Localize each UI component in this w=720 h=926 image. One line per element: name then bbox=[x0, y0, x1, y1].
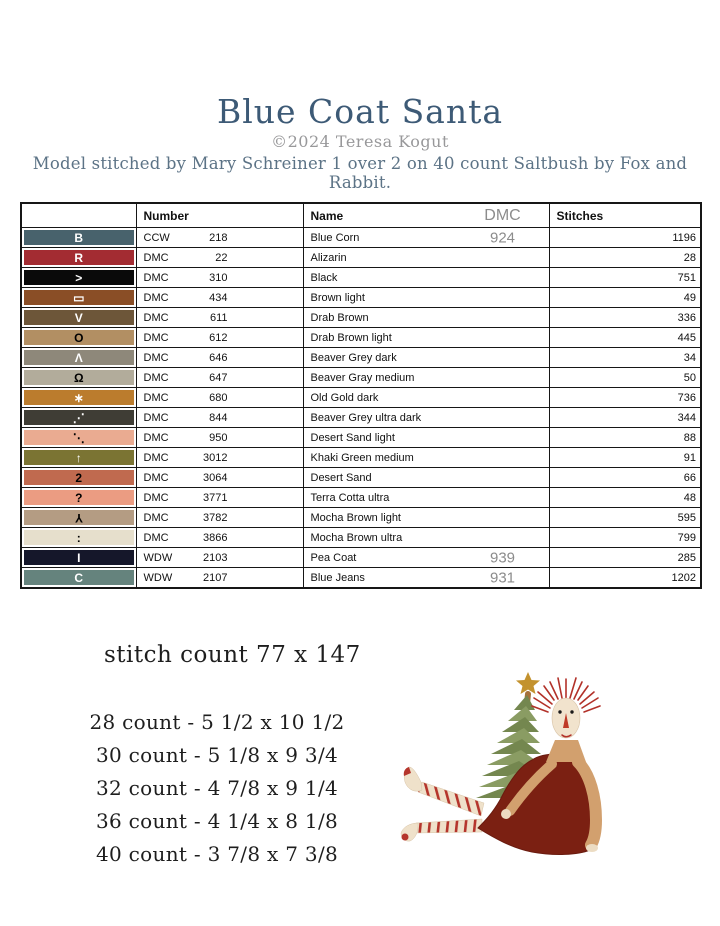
color-swatch bbox=[24, 510, 134, 525]
table-header-row bbox=[21, 203, 701, 228]
table-row bbox=[21, 408, 701, 428]
size-line: 40 count - 3 7/8 x 7 3/8 bbox=[95, 842, 339, 866]
stitch-total: 88 bbox=[549, 428, 701, 448]
stitch-total: 336 bbox=[549, 308, 701, 328]
thread-code: 3771 bbox=[203, 491, 228, 504]
thread-code: 3782 bbox=[203, 511, 228, 524]
size-line: 36 count - 4 1/4 x 8 1/8 bbox=[95, 809, 339, 833]
stitches-column-header: Stitches bbox=[549, 203, 701, 228]
thread-brand: DMC bbox=[143, 331, 169, 344]
stitch-total: 445 bbox=[549, 328, 701, 348]
color-swatch bbox=[24, 290, 134, 305]
stitch-symbol: ⋰ bbox=[72, 410, 85, 425]
thread-brand: DMC bbox=[143, 531, 169, 544]
color-name: Old Gold dark bbox=[310, 391, 379, 404]
name-header-label: Name bbox=[310, 208, 344, 223]
stitch-total: 50 bbox=[549, 368, 701, 388]
dmc-conversion: 924 bbox=[489, 229, 516, 246]
striped-stockings bbox=[401, 767, 484, 841]
stitch-symbol: ↑ bbox=[75, 450, 82, 465]
color-swatch bbox=[24, 370, 134, 385]
color-swatch bbox=[24, 310, 134, 325]
stitch-symbol: O bbox=[74, 330, 84, 345]
stitch-symbol: Λ bbox=[74, 350, 83, 365]
color-name: Desert Sand light bbox=[310, 431, 395, 444]
table-row bbox=[21, 388, 701, 408]
table-row bbox=[21, 468, 701, 488]
table-row bbox=[21, 308, 701, 328]
red-robe bbox=[478, 754, 592, 854]
stitch-symbol: C bbox=[74, 570, 84, 585]
thread-brand: DMC bbox=[143, 351, 169, 364]
table-row bbox=[21, 268, 701, 288]
thread-code: 2103 bbox=[203, 551, 228, 564]
stitch-total: 28 bbox=[549, 248, 701, 268]
thread-brand: DMC bbox=[143, 371, 169, 384]
name-column-header bbox=[303, 203, 549, 228]
stitch-total: 595 bbox=[549, 508, 701, 528]
thread-code: 680 bbox=[209, 391, 228, 404]
thread-brand: DMC bbox=[143, 411, 169, 424]
thread-code: 22 bbox=[215, 251, 228, 264]
stitch-symbol: ⋱ bbox=[72, 430, 85, 445]
color-name: Beaver Grey ultra dark bbox=[310, 411, 422, 424]
stitch-symbol: : bbox=[76, 530, 81, 545]
dmc-column-header: DMC bbox=[484, 206, 521, 224]
stitch-total: 285 bbox=[549, 548, 701, 568]
thread-code: 844 bbox=[209, 411, 228, 424]
color-name: Blue Corn bbox=[310, 231, 360, 244]
size-line: 28 count - 5 1/2 x 10 1/2 bbox=[89, 710, 345, 734]
stitch-total: 91 bbox=[549, 448, 701, 468]
color-swatch bbox=[24, 450, 134, 465]
thread-brand: DMC bbox=[143, 311, 169, 324]
stitch-total: 1196 bbox=[549, 228, 701, 248]
thread-code: 218 bbox=[209, 231, 228, 244]
table-row bbox=[21, 568, 701, 589]
tree-star-icon bbox=[516, 672, 540, 694]
color-swatch bbox=[24, 550, 134, 565]
stitch-symbol: 2 bbox=[75, 470, 83, 485]
stitch-count-line: stitch count 77 x 147 bbox=[104, 642, 361, 668]
stitch-symbol: > bbox=[75, 270, 83, 285]
color-swatch bbox=[24, 350, 134, 365]
stitch-symbol: Y bbox=[74, 510, 83, 525]
stitch-total: 66 bbox=[549, 468, 701, 488]
stitch-symbol: ∗ bbox=[73, 390, 84, 405]
table-row bbox=[21, 288, 701, 308]
stitch-total: 34 bbox=[549, 348, 701, 368]
table-row bbox=[21, 528, 701, 548]
stitch-total: 344 bbox=[549, 408, 701, 428]
color-name: Drab Brown light bbox=[310, 331, 392, 344]
color-swatch bbox=[24, 270, 134, 285]
color-name: Pea Coat bbox=[310, 551, 357, 564]
table-row bbox=[21, 348, 701, 368]
dmc-conversion: 931 bbox=[489, 569, 516, 586]
stitch-symbol: B bbox=[74, 230, 84, 245]
stitch-total: 49 bbox=[549, 288, 701, 308]
color-swatch bbox=[24, 330, 134, 345]
thread-code: 310 bbox=[209, 271, 228, 284]
color-swatch bbox=[24, 230, 134, 245]
color-swatch bbox=[24, 430, 134, 445]
stitch-symbol: Ω bbox=[73, 370, 84, 385]
color-swatch bbox=[24, 410, 134, 425]
table-row bbox=[21, 328, 701, 348]
color-swatch bbox=[24, 250, 134, 265]
thread-code: 647 bbox=[209, 371, 228, 384]
stitch-total: 799 bbox=[549, 528, 701, 548]
stitch-symbol: V bbox=[74, 310, 83, 325]
santa-doll-illustration bbox=[382, 662, 630, 872]
thread-brand: DMC bbox=[143, 391, 169, 404]
finished-sizes-list bbox=[62, 706, 372, 871]
thread-code: 3064 bbox=[203, 471, 228, 484]
number-column-header: Number bbox=[136, 203, 303, 228]
thread-brand: DMC bbox=[143, 431, 169, 444]
thread-brand: DMC bbox=[143, 471, 169, 484]
floss-legend-table bbox=[20, 202, 702, 589]
color-name: Alizarin bbox=[310, 251, 347, 264]
table-row bbox=[21, 368, 701, 388]
table-row bbox=[21, 428, 701, 448]
stitch-symbol: R bbox=[74, 250, 84, 265]
thread-brand: DMC bbox=[143, 271, 169, 284]
color-swatch bbox=[24, 470, 134, 485]
stitch-total: 751 bbox=[549, 268, 701, 288]
table-row bbox=[21, 548, 701, 568]
stitch-total: 1202 bbox=[549, 568, 701, 589]
thread-code: 950 bbox=[209, 431, 228, 444]
stitch-total: 48 bbox=[549, 488, 701, 508]
stitch-symbol: ? bbox=[75, 490, 83, 505]
color-name: Black bbox=[310, 271, 338, 284]
color-name: Mocha Brown light bbox=[310, 511, 401, 524]
size-line: 32 count - 4 7/8 x 9 1/4 bbox=[95, 776, 339, 800]
color-name: Brown light bbox=[310, 291, 365, 304]
page-title: Blue Coat Santa bbox=[216, 92, 504, 131]
color-swatch bbox=[24, 490, 134, 505]
thread-code: 646 bbox=[209, 351, 228, 364]
thread-code: 612 bbox=[209, 331, 228, 344]
stitch-symbol: ▭ bbox=[73, 290, 85, 305]
copyright-line: ©2024 Teresa Kogut bbox=[271, 132, 449, 151]
thread-code: 3866 bbox=[203, 531, 228, 544]
table-row bbox=[21, 248, 701, 268]
color-name: Desert Sand bbox=[310, 471, 372, 484]
color-name: Beaver Gray medium bbox=[310, 371, 415, 384]
thread-brand: DMC bbox=[143, 451, 169, 464]
thread-brand: DMC bbox=[143, 491, 169, 504]
table-row bbox=[21, 228, 701, 248]
thread-code: 2107 bbox=[203, 571, 228, 584]
thread-code: 3012 bbox=[203, 451, 228, 464]
table-row bbox=[21, 508, 701, 528]
color-name: Mocha Brown ultra bbox=[310, 531, 403, 544]
color-name: Blue Jeans bbox=[310, 571, 365, 584]
thread-brand: CCW bbox=[143, 231, 170, 244]
color-name: Drab Brown bbox=[310, 311, 369, 324]
color-name: Terra Cotta ultra bbox=[310, 491, 390, 504]
model-note: Model stitched by Mary Schreiner 1 over 2 on 40 count Saltbush by Fox and Rabbit. bbox=[32, 154, 688, 192]
table-row bbox=[21, 488, 701, 508]
color-swatch bbox=[24, 570, 134, 585]
table-row bbox=[21, 448, 701, 468]
stitch-symbol: I bbox=[77, 550, 81, 565]
color-swatch bbox=[24, 530, 134, 545]
thread-code: 611 bbox=[209, 311, 228, 324]
stitch-total: 736 bbox=[549, 388, 701, 408]
floss-table-body bbox=[21, 228, 701, 589]
thread-brand: DMC bbox=[143, 251, 169, 264]
thread-brand: DMC bbox=[143, 291, 169, 304]
thread-brand: WDW bbox=[143, 551, 173, 564]
thread-code: 434 bbox=[209, 291, 228, 304]
color-name: Khaki Green medium bbox=[310, 451, 414, 464]
dmc-conversion: 939 bbox=[489, 549, 516, 566]
thread-brand: DMC bbox=[143, 511, 169, 524]
symbol-column-header bbox=[21, 203, 136, 228]
thread-brand: WDW bbox=[143, 571, 173, 584]
size-line: 30 count - 5 1/8 x 9 3/4 bbox=[95, 743, 339, 767]
color-swatch bbox=[24, 390, 134, 405]
color-name: Beaver Grey dark bbox=[310, 351, 397, 364]
